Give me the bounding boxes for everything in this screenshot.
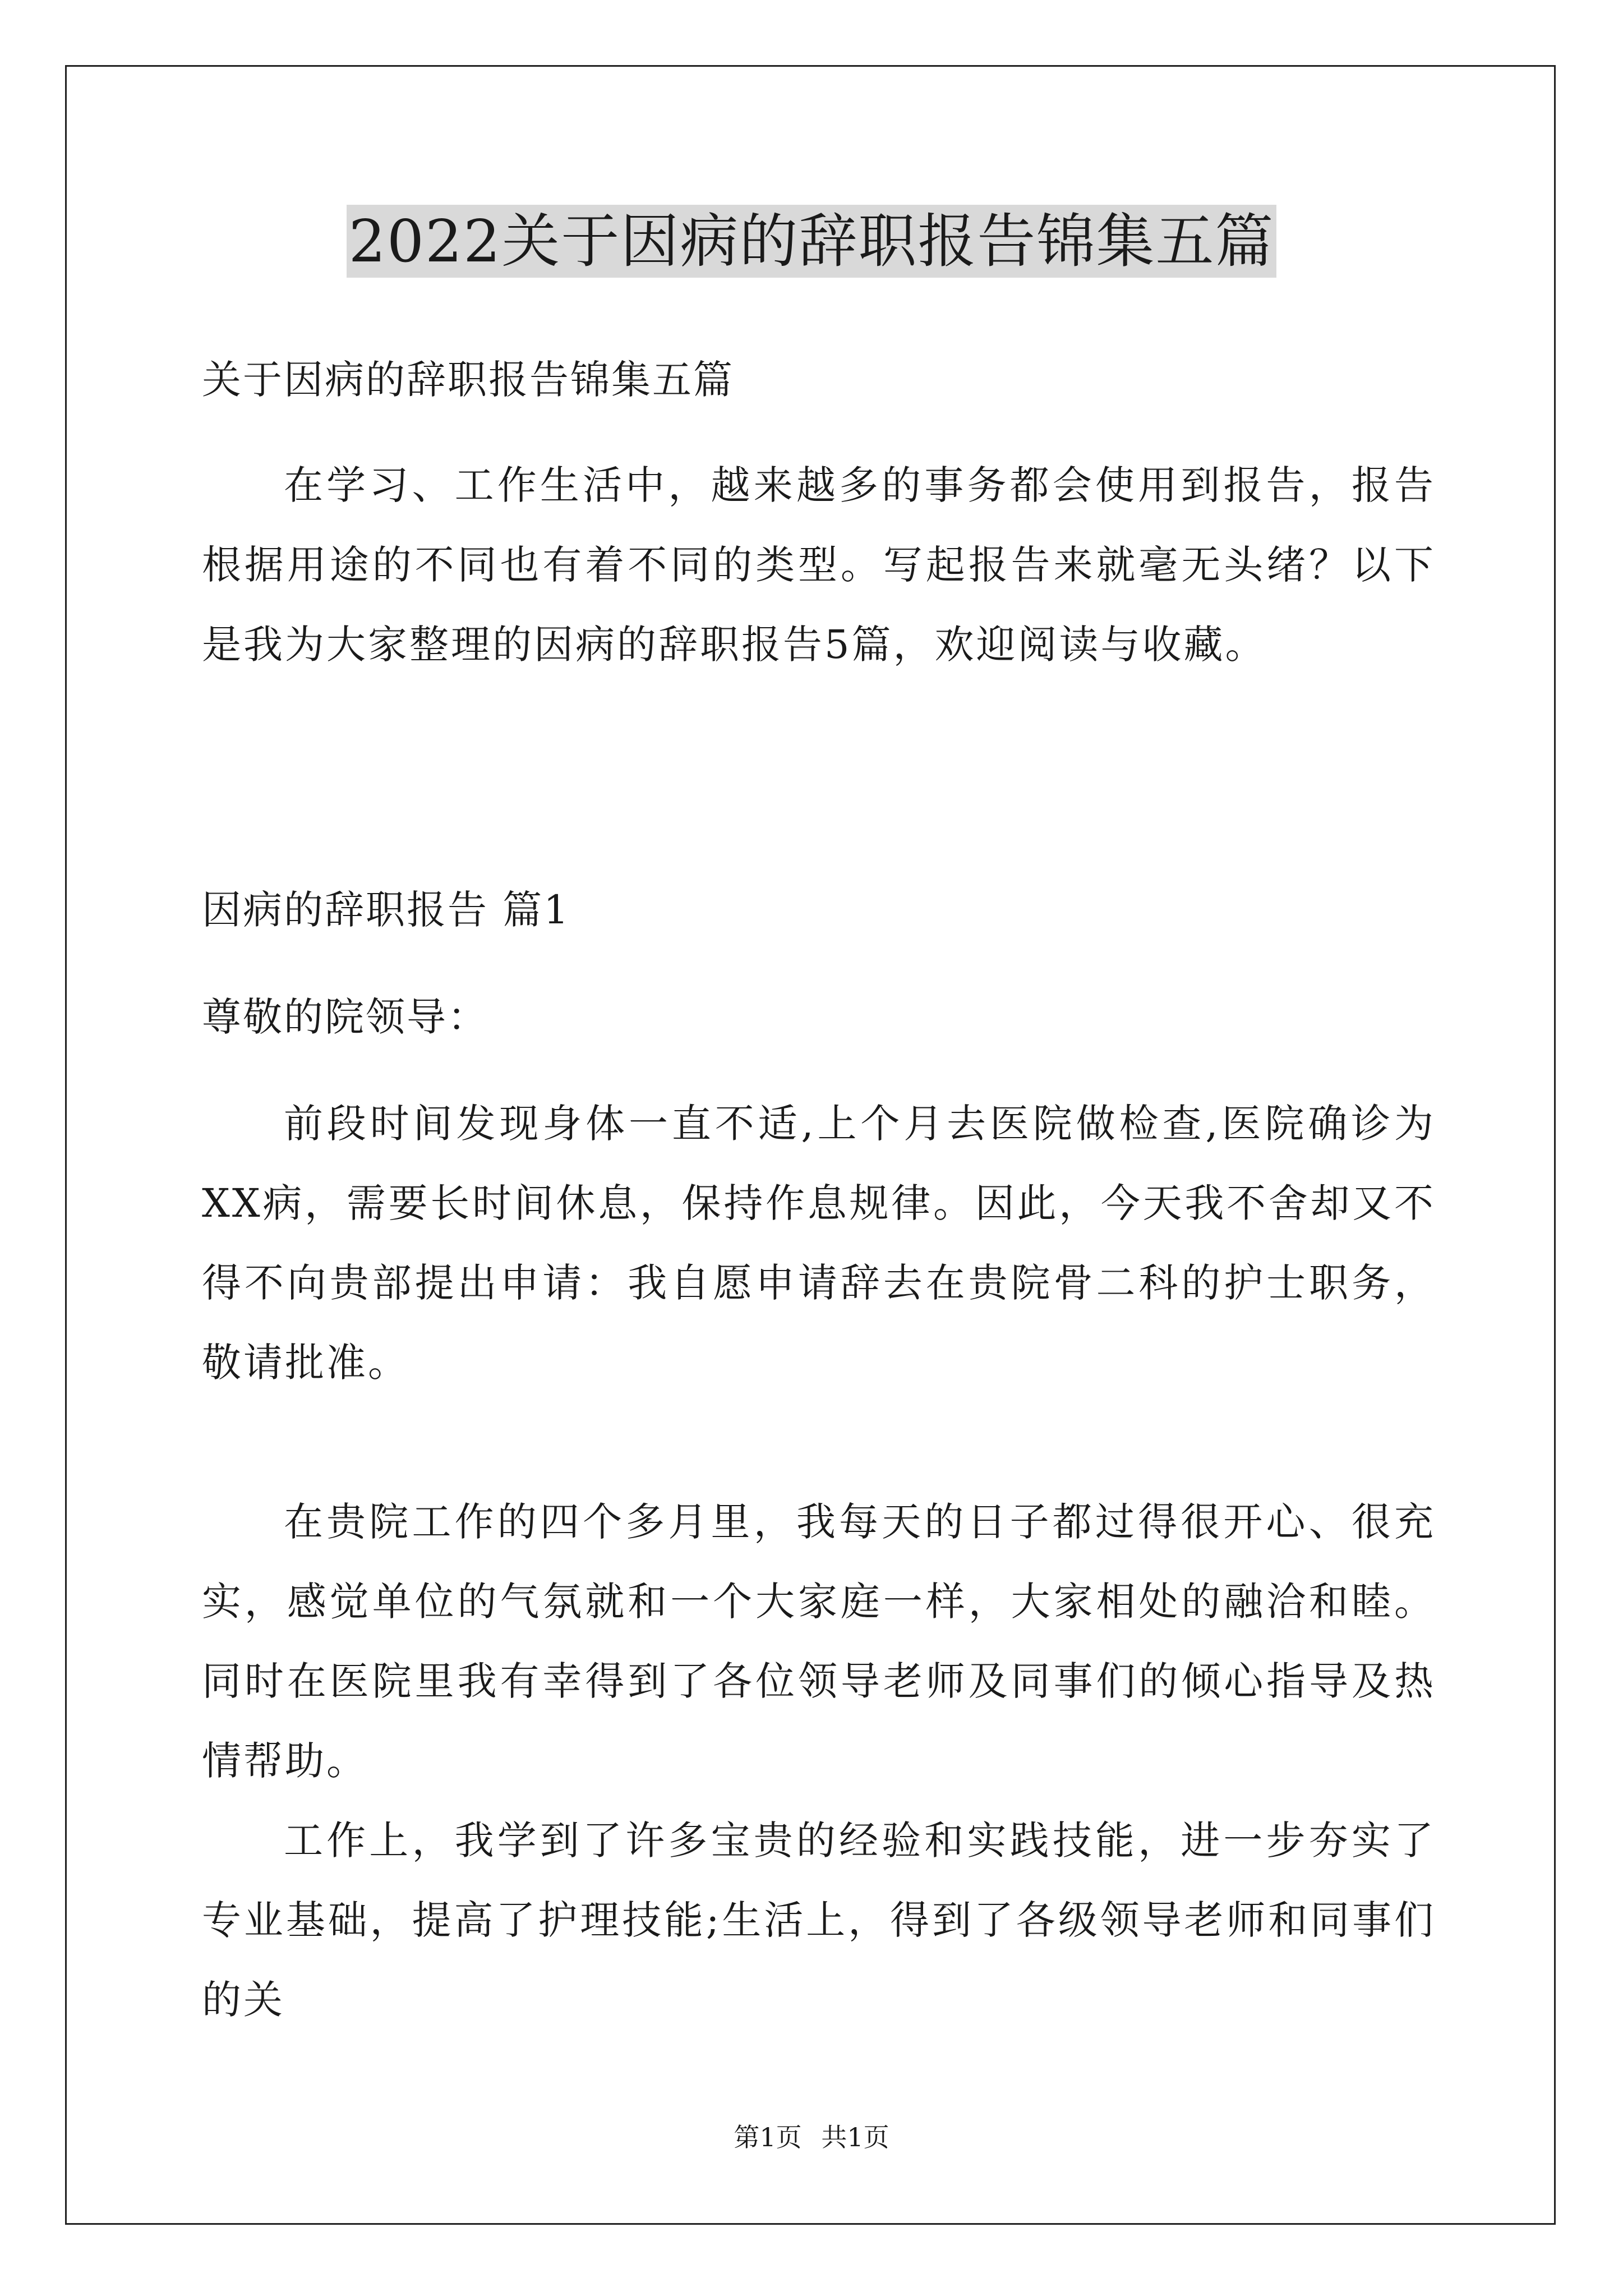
page-total: 共1页 bbox=[821, 2122, 889, 2152]
page-footer bbox=[0, 2120, 1623, 2154]
document-title: 2022关于因病的辞职报告锦集五篇 bbox=[347, 205, 1277, 278]
section-heading: 因病的辞职报告 篇1 bbox=[202, 887, 570, 933]
body-paragraph-2: 在贵院工作的四个多月里，我每天的日子都过得很开心、很充实，感觉单位的气氛就和一个大家庭一样，大家相处的融洽和睦。同时在医院里我有幸得到了各位领导老师及同事们的倾心指导及热情帮助。 bbox=[202, 1499, 1436, 1784]
body-paragraph-1: 前段时间发现身体一直不适,上个月去医院做检查,医院确诊为XX病，需要长时间休息，保持作息规律。因此，今天我不舍却又不得不向贵部提出申请：我自愿申请辞去在贵院骨二科的护士职务，敬请批准。 bbox=[202, 1101, 1436, 1386]
body-paragraph-3: 工作上，我学到了许多宝贵的经验和实践技能，进一步夯实了专业基础，提高了护理技能;生活上，得到了各级领导老师和同事们的关 bbox=[202, 1818, 1436, 2023]
salutation: 尊敬的院领导： bbox=[202, 994, 488, 1040]
title-container bbox=[0, 205, 1623, 278]
intro-paragraph: 在学习、工作生活中，越来越多的事务都会使用到报告，报告根据用途的不同也有着不同的类型。写起报告来就毫无头绪？以下是我为大家整理的因病的辞职报告5篇，欢迎阅读与收藏。 bbox=[202, 462, 1436, 668]
document-subtitle: 关于因病的辞职报告锦集五篇 bbox=[202, 357, 734, 403]
page-number: 第1页 bbox=[734, 2122, 802, 2152]
